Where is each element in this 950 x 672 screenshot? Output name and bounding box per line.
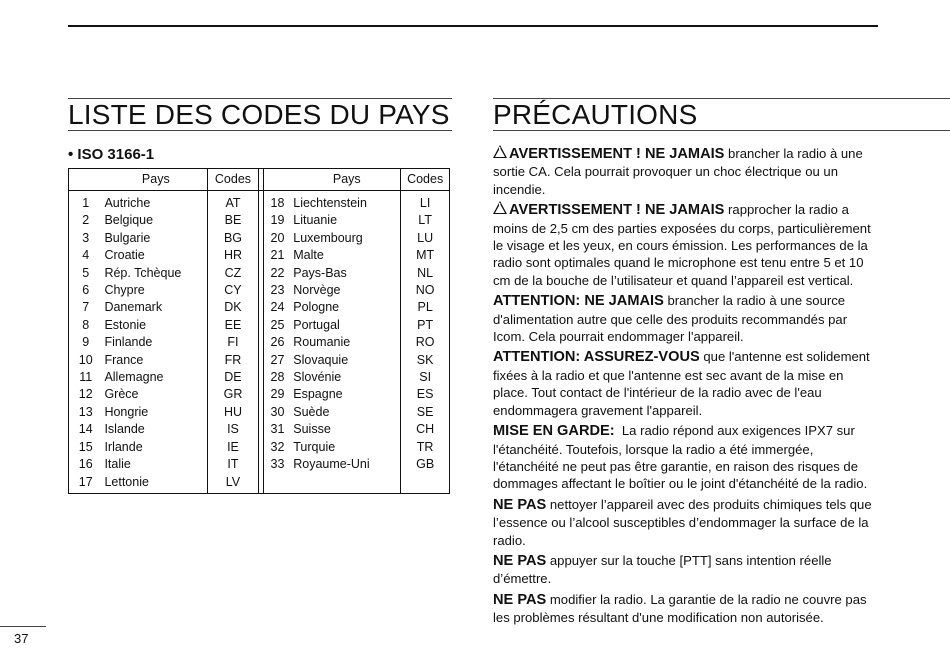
precaution-lead: NE PAS — [493, 496, 547, 513]
country-code: CY — [208, 282, 259, 299]
section-title-country-codes: LISTE DES CODES DU PAYS — [68, 98, 452, 131]
country-number: 31 — [270, 422, 285, 437]
country-number: 23 — [270, 283, 285, 298]
country-number: 1 — [82, 196, 90, 210]
country-number: 28 — [270, 370, 285, 385]
precaution-paragraph — [493, 496, 879, 549]
country-name: Pologne — [293, 300, 340, 315]
country-code: LT — [401, 212, 450, 229]
section-title-precautions: PRÉCAUTIONS — [493, 98, 950, 131]
country-number: 8 — [82, 317, 90, 332]
country-number: 20 — [270, 230, 285, 245]
country-number: 15 — [78, 439, 93, 454]
header-num — [69, 169, 103, 191]
country-name: Espagne — [293, 387, 343, 402]
country-number: 16 — [78, 457, 93, 472]
table-row — [69, 282, 450, 299]
precaution-text: rapprocher la radio a moins de 2,5 cm des parties exposées du corps, particulièrement le visage et les yeux, en cours émission. Les performances de la radio sont optimales quand le microphone est tenu entre 5 et 10 cm de la bouche de l’utilisateur et quand l’appareil est vertical. — [493, 202, 875, 288]
country-number: 30 — [270, 404, 285, 419]
precaution-lead: NE PAS — [493, 591, 547, 608]
precaution-text: modifier la radio. La garantie de la radio ne couvre pas les problèmes résultant d'une modification non autorisée. — [493, 591, 871, 626]
country-name: Italie — [104, 457, 131, 472]
country-number: 3 — [82, 230, 90, 245]
country-name: Danemark — [104, 300, 163, 315]
country-name: Suède — [293, 404, 330, 419]
country-code: NO — [401, 282, 450, 299]
country-code: CH — [401, 421, 450, 438]
country-name: Turquie — [293, 439, 336, 454]
country-code: EE — [208, 317, 259, 334]
country-number: 29 — [270, 387, 285, 402]
country-name: Allemagne — [104, 370, 164, 385]
country-code: PT — [401, 317, 450, 334]
country-name: Estonie — [104, 317, 147, 332]
country-name: Autriche — [104, 196, 151, 210]
precaution-text: appuyer sur la touche [PTT] sans intention réelle d’émettre. — [493, 552, 836, 587]
header-num-2 — [263, 169, 291, 191]
country-code: FR — [208, 352, 259, 369]
country-code: SK — [401, 352, 450, 369]
country-code: AT — [208, 191, 259, 213]
iso-standard-heading: • ISO 3166-1 — [68, 146, 155, 163]
country-number: 33 — [270, 457, 285, 472]
country-name: Grèce — [104, 387, 139, 402]
country-number: 18 — [270, 196, 285, 210]
country-code: DK — [208, 299, 259, 316]
country-name: Lituanie — [293, 213, 338, 228]
table-row — [69, 212, 450, 229]
country-code: IS — [208, 421, 259, 438]
country-code: PL — [401, 299, 450, 316]
country-number: 2 — [82, 213, 90, 228]
table-row — [69, 386, 450, 403]
table-row — [69, 191, 450, 213]
country-code: DE — [208, 369, 259, 386]
country-name: Bulgarie — [104, 230, 151, 245]
warning-triangle-icon — [493, 201, 507, 214]
precaution-lead: MISE EN GARDE: — [493, 423, 615, 440]
table-row — [69, 352, 450, 369]
country-name — [291, 474, 401, 494]
country-name: Malte — [293, 248, 324, 263]
country-number: 17 — [78, 474, 93, 489]
country-name: Slovénie — [293, 370, 342, 385]
country-codes-table — [68, 168, 450, 494]
country-code: CZ — [208, 265, 259, 282]
country-code: MT — [401, 247, 450, 264]
country-code: IE — [208, 439, 259, 456]
country-code: SE — [401, 404, 450, 421]
country-name: Royaume-Uni — [293, 457, 370, 472]
header-pays: Pays — [102, 169, 207, 191]
country-code: BE — [208, 212, 259, 229]
country-number: 4 — [82, 248, 90, 263]
country-number: 24 — [270, 300, 285, 315]
country-number: 27 — [270, 352, 285, 367]
country-code: GR — [208, 386, 259, 403]
country-name: Suisse — [293, 422, 331, 437]
precaution-lead: ATTENTION: ASSUREZ-VOUS — [493, 349, 700, 366]
top-rule — [68, 25, 878, 27]
page-number: 37 — [0, 626, 46, 649]
table-row — [69, 230, 450, 247]
country-code: IT — [208, 456, 259, 473]
precaution-paragraph — [493, 591, 879, 627]
table-row — [69, 265, 450, 282]
country-code: SI — [401, 369, 450, 386]
country-number: 10 — [78, 352, 93, 367]
table-header-row — [69, 169, 450, 191]
country-code — [401, 474, 450, 494]
country-name: Roumanie — [293, 335, 351, 350]
country-number: 9 — [82, 335, 90, 350]
country-name: Lettonie — [104, 474, 149, 489]
country-name: Hongrie — [104, 404, 149, 419]
country-name: Croatie — [104, 248, 145, 263]
table-row — [69, 317, 450, 334]
precaution-lead: NE PAS — [493, 552, 547, 569]
country-name: Chypre — [104, 283, 145, 298]
country-number: 7 — [82, 300, 90, 315]
country-name: Finlande — [104, 335, 153, 350]
precaution-lead: AVERTISSEMENT ! NE JAMAIS — [509, 202, 725, 219]
country-code: LV — [208, 474, 259, 494]
precaution-text: brancher la radio à une sortie CA. Cela pourrait provoquer un choc électrique ou un incendie. — [493, 146, 867, 197]
country-number: 32 — [270, 439, 285, 454]
country-code: GB — [401, 456, 450, 473]
country-code: NL — [401, 265, 450, 282]
country-number: 6 — [82, 283, 90, 298]
header-codes-2: Codes — [401, 169, 450, 191]
country-codes-section — [68, 98, 452, 494]
country-number — [263, 474, 291, 494]
country-number: 12 — [78, 387, 93, 402]
country-code: LI — [401, 191, 450, 213]
country-name: Portugal — [293, 317, 340, 332]
country-name: Slovaquie — [293, 352, 349, 367]
country-code: LU — [401, 230, 450, 247]
table-row — [69, 299, 450, 316]
country-name: France — [104, 352, 144, 367]
table-row — [69, 474, 450, 494]
precaution-paragraph — [493, 145, 879, 198]
warning-triangle-icon — [493, 145, 507, 158]
country-name: Rép. Tchèque — [104, 265, 182, 280]
country-number: 21 — [270, 248, 285, 263]
country-code: HR — [208, 247, 259, 264]
table-body — [69, 191, 450, 494]
country-number: 5 — [82, 265, 90, 280]
precaution-text: que l'antenne est solidement fixées à la radio et que l'antenne est sec avant de la mise en place. Tout contact de l'intérieur de la radio avec de l'eau endommagera gravement l'appareil. — [493, 349, 874, 418]
country-number: 26 — [270, 335, 285, 350]
table-row — [69, 334, 450, 351]
country-name: Luxembourg — [293, 230, 363, 245]
precaution-text: La radio répond aux exigences IPX7 sur l'étanchéité. Toutefois, lorsque la radio a été immergée, l'étanchéité ne peut pas être garantie, en raison des risques de dommages affectant le boîtier ou le joint d'étanchéité de la radio. — [493, 423, 868, 492]
country-code: FI — [208, 334, 259, 351]
country-number: 22 — [270, 265, 285, 280]
precaution-paragraph — [493, 292, 879, 345]
country-number: 14 — [78, 422, 93, 437]
precautions-list — [493, 145, 879, 627]
country-number: 13 — [78, 404, 93, 419]
precaution-lead: ATTENTION: NE JAMAIS — [493, 293, 664, 310]
country-code: RO — [401, 334, 450, 351]
country-code: BG — [208, 230, 259, 247]
country-code: ES — [401, 386, 450, 403]
precaution-lead: AVERTISSEMENT ! NE JAMAIS — [509, 146, 725, 162]
country-number: 11 — [79, 370, 93, 385]
country-name: Belgique — [104, 213, 154, 228]
country-code: HU — [208, 404, 259, 421]
country-name: Liechtenstein — [293, 196, 367, 210]
precaution-paragraph — [493, 552, 879, 588]
table-row — [69, 439, 450, 456]
table-row — [69, 456, 450, 473]
table-row — [69, 404, 450, 421]
table-row — [69, 247, 450, 264]
header-pays-2: Pays — [291, 169, 401, 191]
country-number: 19 — [270, 213, 285, 228]
precaution-paragraph — [493, 348, 879, 419]
country-name: Islande — [104, 422, 145, 437]
header-codes: Codes — [208, 169, 259, 191]
country-name: Norvège — [293, 283, 341, 298]
precaution-paragraph — [493, 201, 879, 289]
table-row — [69, 369, 450, 386]
country-name: Irlande — [104, 439, 143, 454]
country-number: 25 — [270, 317, 285, 332]
country-code: TR — [401, 439, 450, 456]
precautions-section — [493, 98, 950, 627]
precaution-text: nettoyer l’appareil avec des produits chimiques tels que l’essence ou l’alcool susceptibles d’endommager la surface de la radio. — [493, 496, 876, 548]
country-name: Pays-Bas — [293, 265, 347, 280]
precaution-text: brancher la radio à une source d'alimentation autre que celle des produits recommandés par Icom. Cela pourrait endommager l'appareil. — [493, 293, 851, 345]
precaution-paragraph — [493, 422, 879, 493]
table-row — [69, 421, 450, 438]
